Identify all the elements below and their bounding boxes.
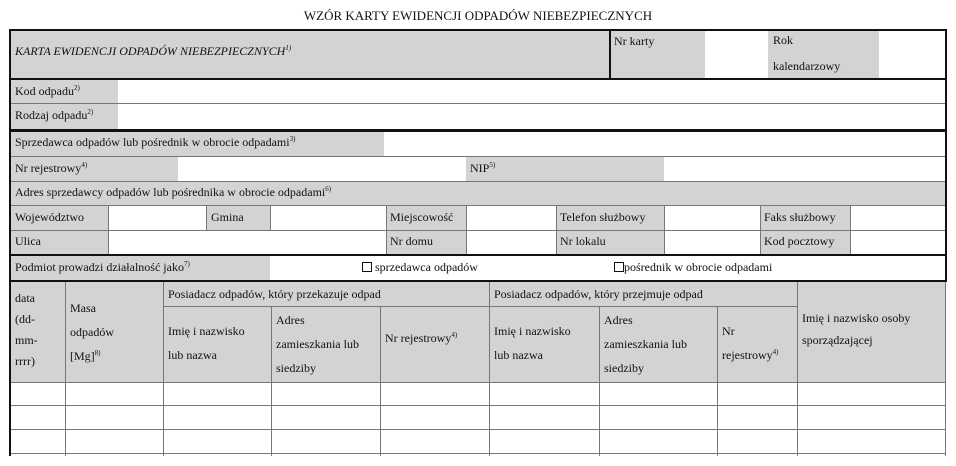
table-row[interactable] [11, 406, 945, 429]
receiver-name-header: Imię i nazwisko lub nazwa [494, 324, 571, 362]
year-label-line2: kalendarzowy [773, 59, 841, 73]
divider [9, 254, 947, 256]
mass-header: Masa odpadów $[Mg]^{8)}$ [70, 301, 114, 363]
commune-field[interactable] [271, 206, 386, 230]
line [386, 206, 387, 254]
transferor-address-header: Adres zamieszkania lub siedziby [276, 313, 359, 375]
house-no-field[interactable] [467, 231, 556, 254]
receiver-address-header: Adres zamieszkania lub siedziby [604, 313, 687, 375]
postal-code-label: Kod pocztowy [764, 234, 835, 248]
house-no-label: Nr domu [390, 234, 433, 248]
voivodeship-field[interactable] [109, 206, 206, 230]
activity-label: Podmiot prowadzi działalność jako$^{7)}$ [15, 260, 190, 274]
line [760, 206, 761, 254]
address-label: Adres sprzedawcy odpadów lub pośrednika w obrocie odpadami$^{6)}$ [15, 185, 332, 199]
flat-no-field[interactable] [665, 231, 760, 254]
voivodeship-label: Województwo [15, 210, 85, 224]
phone-field[interactable] [665, 206, 760, 230]
street-label: Ulica [15, 234, 41, 248]
seller-reg-label: Nr rejestrowy$^{4)}$ [15, 161, 88, 175]
nip-label: NIP$^{5)}$ [470, 161, 496, 175]
divider [9, 129, 947, 132]
checkbox-icon [362, 262, 372, 272]
table-row[interactable] [11, 430, 945, 453]
transferor-reg-header: Nr rejestrowy$^{4)}$ [385, 331, 458, 345]
card-number-label: Nr karty [614, 34, 655, 48]
fax-field[interactable] [851, 206, 945, 230]
line [556, 206, 557, 254]
fax-label: Faks służbowy [764, 210, 836, 224]
phone-label: Telefon służbowy [560, 210, 646, 224]
date-header: data (dd- mm- rrrr) [15, 291, 38, 368]
waste-code-label: Kod odpadu$^{2)}$ [15, 84, 80, 98]
flat-no-label: Nr lokalu [560, 234, 606, 248]
transferor-name-header: Imię i nazwisko lub nazwa [168, 324, 245, 362]
divider [9, 280, 947, 282]
line [163, 306, 797, 307]
page-title: WZÓR KARTY EWIDENCJI ODPADÓW NIEBEZPIECZNYCH [303, 8, 653, 23]
checkbox-icon [614, 262, 624, 272]
broker-checkbox[interactable]: pośrednik w obrocie odpadami [614, 260, 772, 274]
line [10, 453, 946, 454]
receiver-reg-header: Nr rejestrowy$^{4)}$ [722, 324, 779, 362]
card-title: KARTA EWIDENCJI ODPADÓW NIEBEZPIECZNYCH$^{1)}$ [15, 44, 292, 58]
table-row[interactable] [11, 383, 945, 405]
frame-top [9, 29, 947, 31]
postal-code-field[interactable] [851, 231, 945, 254]
nip-field[interactable] [665, 157, 945, 181]
table-right-edge [945, 282, 946, 456]
seller-reg-field[interactable] [179, 157, 465, 181]
line [206, 206, 207, 230]
waste-type-label: Rodzaj odpadu$^{2)}$ [15, 108, 94, 122]
nip-label-fill [466, 157, 664, 181]
frame-right [945, 29, 947, 281]
town-label: Miejscowość [390, 210, 454, 224]
transferor-header: Posiadacz odpadów, który przekazuje odpad [168, 287, 381, 301]
year-label-line1: Rok [773, 33, 794, 47]
commune-label: Gmina [211, 210, 244, 224]
seller-checkbox[interactable]: sprzedawca odpadów [362, 260, 478, 274]
divider [609, 29, 611, 80]
card-number-field[interactable] [707, 31, 767, 78]
town-field[interactable] [467, 206, 556, 230]
preparer-header: Imię i nazwisko osoby sporządzającej [802, 311, 911, 347]
receiver-header: Posiadacz odpadów, który przejmuje odpad [494, 287, 703, 301]
street-field[interactable] [109, 231, 386, 254]
year-field[interactable] [880, 31, 945, 78]
seller-section-label: Sprzedawca odpadów lub pośrednik w obrocie odpadami$^{3)}$ [15, 135, 296, 149]
waste-code-field[interactable] [119, 80, 945, 103]
waste-type-field[interactable] [119, 104, 945, 129]
line [10, 181, 946, 182]
